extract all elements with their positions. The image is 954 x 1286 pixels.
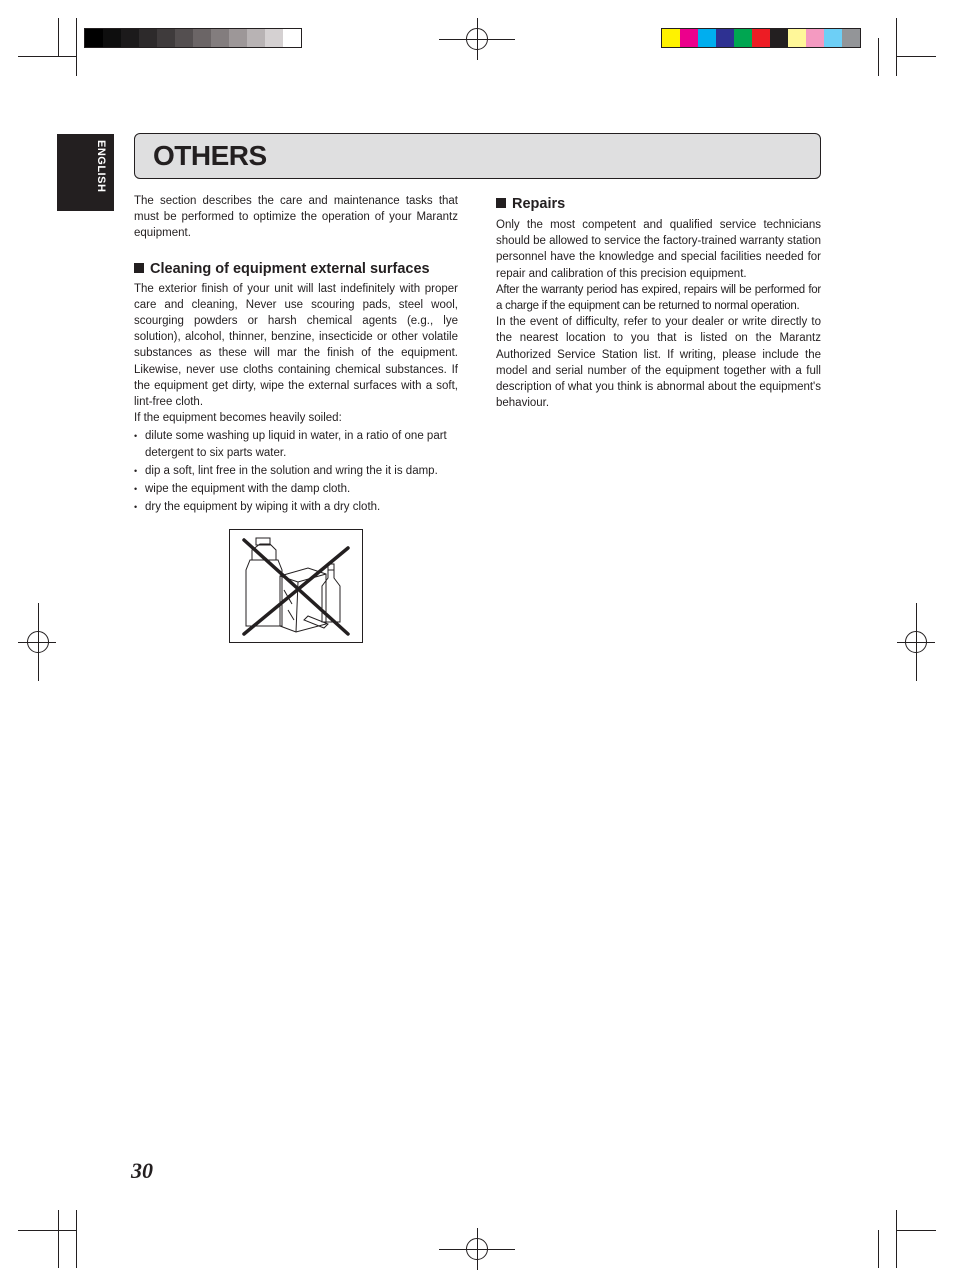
registration-crosshair-left <box>18 642 56 643</box>
crop-mark <box>18 56 76 57</box>
crossed-out-chemicals-icon <box>230 530 362 642</box>
gray-swatch <box>229 29 247 47</box>
registration-crosshair-top <box>477 18 478 60</box>
color-swatch <box>752 29 770 47</box>
color-swatch <box>716 29 734 47</box>
crop-mark <box>58 1210 59 1268</box>
gray-swatch <box>283 29 301 47</box>
crop-mark <box>896 1230 936 1231</box>
page-title: OTHERS <box>153 140 267 171</box>
crop-mark <box>878 1230 879 1268</box>
gray-swatch <box>139 29 157 47</box>
page-number: 30 <box>131 1158 153 1183</box>
color-swatch-strip <box>661 28 861 48</box>
cleaning-body: The exterior finish of your unit will last indefinitely with proper care and cleaning, Never use scouring pads, steel wool, scourging powders or harsh chemical agents (e.g., lye solution), alcohol, thinner, benzine, insecticide or other volatile substances as these will mar the finish of the equipment. Likewise, never use cloths containing chemical substances. If the equipment get dirty, wipe the external surfaces with a soft, lint-free cloth. <box>134 282 458 409</box>
crop-mark <box>58 18 59 56</box>
language-tab-label: ENGLISH <box>95 140 107 193</box>
color-swatch <box>788 29 806 47</box>
crop-mark <box>76 1210 77 1268</box>
crop-mark <box>896 1210 897 1268</box>
right-column <box>496 195 821 411</box>
repairs-paragraph-1: Only the most competent and qualified service technicians should be allowed to service the factory-trained warranty station personnel have the knowledge and special facilities needed for repair and calibration of this precision equipment. <box>496 219 821 280</box>
soiled-intro: If the equipment becomes heavily soiled: <box>134 412 342 425</box>
gray-swatch <box>211 29 229 47</box>
language-tab <box>57 134 114 211</box>
color-swatch <box>770 29 788 47</box>
square-bullet-icon <box>134 263 144 273</box>
registration-crosshair-right <box>897 642 935 643</box>
crop-mark <box>896 18 897 76</box>
repairs-heading <box>496 195 821 213</box>
crop-mark <box>896 56 936 57</box>
gray-swatch <box>175 29 193 47</box>
crop-mark <box>878 38 879 76</box>
gray-swatch-strip <box>84 28 302 48</box>
crop-mark <box>76 18 77 76</box>
section-title-bar <box>134 133 821 179</box>
repairs-heading-text: Repairs <box>512 196 566 212</box>
no-chemicals-illustration <box>229 529 363 643</box>
cleaning-heading-text: Cleaning of equipment external surfaces <box>150 260 430 277</box>
color-swatch <box>734 29 752 47</box>
list-item: • dip a soft, lint free in the solution and wring the it is damp. <box>134 463 458 479</box>
gray-swatch <box>103 29 121 47</box>
gray-swatch <box>247 29 265 47</box>
repairs-paragraph-3: In the event of difficulty, refer to your dealer or write directly to the nearest location to you that is listed on the Marantz Authorized Service Station list. If writing, please include the model and serial number of the equipment together with a full description of what you think is abnormal about the equipment's behaviour. <box>496 316 821 410</box>
list-item: • wipe the equipment with the damp cloth. <box>134 481 458 497</box>
cleaning-steps-list <box>134 428 458 515</box>
gray-swatch <box>121 29 139 47</box>
color-swatch <box>662 29 680 47</box>
color-swatch <box>698 29 716 47</box>
crop-mark <box>18 1230 76 1231</box>
color-swatch <box>824 29 842 47</box>
gray-swatch <box>265 29 283 47</box>
registration-crosshair-bottom <box>477 1228 478 1270</box>
gray-swatch <box>193 29 211 47</box>
intro-paragraph: The section describes the care and maintenance tasks that must be performed to optimize the operation of your Marantz equipment. <box>134 195 458 240</box>
cleaning-heading <box>134 260 458 278</box>
color-swatch <box>806 29 824 47</box>
color-swatch <box>680 29 698 47</box>
list-item: • dry the equipment by wiping it with a dry cloth. <box>134 499 458 515</box>
gray-swatch <box>85 29 103 47</box>
list-item: • dilute some washing up liquid in water, in a ratio of one part detergent to six parts water. <box>134 428 458 460</box>
color-swatch <box>842 29 860 47</box>
gray-swatch <box>157 29 175 47</box>
square-bullet-icon <box>496 198 506 208</box>
repairs-paragraph-2: After the warranty period has expired, repairs will be performed for a charge if the equipment can be returned to normal operation. <box>496 283 821 313</box>
left-column <box>134 193 458 517</box>
